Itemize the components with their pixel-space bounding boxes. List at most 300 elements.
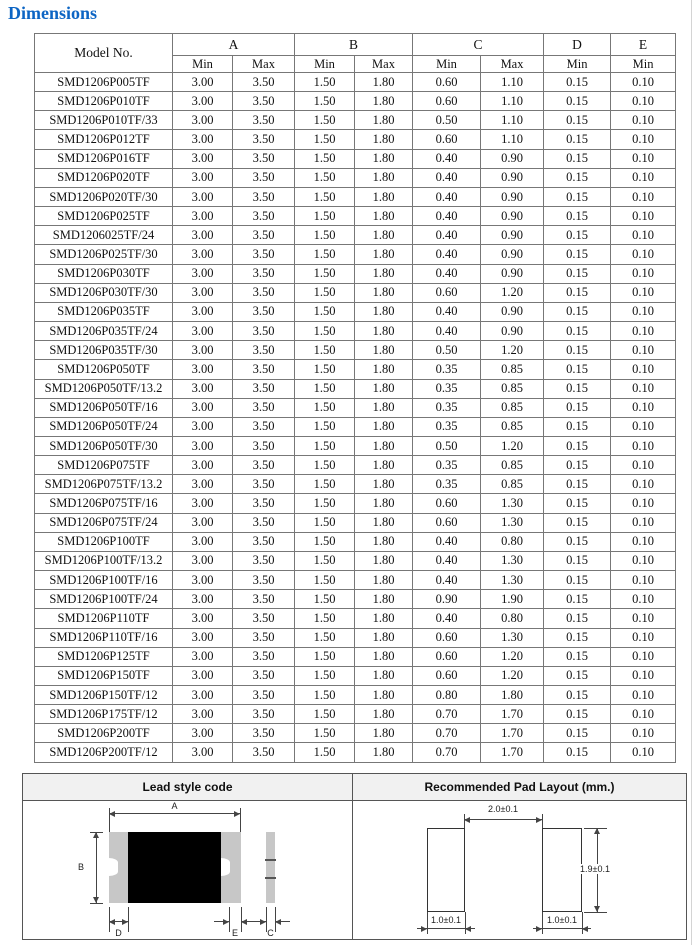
extension-line — [90, 832, 103, 833]
model-cell: SMD1206P025TF/30 — [35, 245, 173, 264]
table-row — [35, 532, 676, 551]
model-cell: SMD1206P030TF — [35, 264, 173, 283]
value-cell: 1.90 — [481, 590, 544, 609]
table-row — [35, 590, 676, 609]
header-d-min: Min — [544, 56, 611, 73]
model-cell: SMD1206P075TF/16 — [35, 494, 173, 513]
model-cell: SMD1206P050TF — [35, 360, 173, 379]
value-cell: 1.50 — [295, 494, 355, 513]
value-cell: 0.15 — [544, 590, 611, 609]
value-cell: 1.80 — [355, 724, 413, 743]
value-cell: 0.10 — [611, 724, 676, 743]
table-row — [35, 417, 676, 436]
value-cell: 0.15 — [544, 149, 611, 168]
dim-label-e: E — [231, 928, 238, 938]
dimensions-table — [34, 33, 676, 763]
value-cell: 0.15 — [544, 743, 611, 763]
value-cell: 3.00 — [173, 590, 233, 609]
value-cell: 1.80 — [355, 302, 413, 321]
value-cell: 1.80 — [355, 207, 413, 226]
value-cell: 0.15 — [544, 609, 611, 628]
table-row — [35, 111, 676, 130]
header-c-max: Max — [481, 56, 544, 73]
value-cell: 1.50 — [295, 360, 355, 379]
table-row — [35, 551, 676, 570]
value-cell: 3.00 — [173, 436, 233, 455]
value-cell: 0.10 — [611, 417, 676, 436]
value-cell: 3.00 — [173, 226, 233, 245]
value-cell: 3.00 — [173, 724, 233, 743]
page-title: Dimensions — [8, 3, 98, 23]
model-cell: SMD1206P035TF/30 — [35, 341, 173, 360]
value-cell: 0.40 — [413, 571, 481, 590]
value-cell: 0.90 — [481, 226, 544, 245]
value-cell: 1.80 — [355, 686, 413, 705]
model-cell: SMD1206P150TF — [35, 666, 173, 685]
table-row — [35, 705, 676, 724]
value-cell: 1.70 — [481, 724, 544, 743]
value-cell: 3.00 — [173, 686, 233, 705]
extension-line — [109, 808, 110, 832]
value-cell: 0.10 — [611, 226, 676, 245]
value-cell: 0.10 — [611, 571, 676, 590]
value-cell: 3.50 — [233, 73, 295, 92]
value-cell: 3.00 — [173, 92, 233, 111]
model-cell: SMD1206P030TF/30 — [35, 283, 173, 302]
value-cell: 3.00 — [173, 571, 233, 590]
value-cell: 0.10 — [611, 666, 676, 685]
value-cell: 1.80 — [355, 379, 413, 398]
value-cell: 0.15 — [544, 571, 611, 590]
header-a-min: Min — [173, 56, 233, 73]
header-b-min: Min — [295, 56, 355, 73]
value-cell: 0.15 — [544, 226, 611, 245]
value-cell: 3.50 — [233, 245, 295, 264]
value-cell: 3.50 — [233, 264, 295, 283]
model-cell: SMD1206P035TF — [35, 302, 173, 321]
dim-label-d: D — [115, 928, 122, 938]
value-cell: 0.40 — [413, 207, 481, 226]
value-cell: 0.10 — [611, 609, 676, 628]
value-cell: 3.00 — [173, 111, 233, 130]
value-cell: 1.50 — [295, 226, 355, 245]
value-cell: 3.50 — [233, 436, 295, 455]
pad-layout-panel — [352, 773, 687, 940]
value-cell: 1.30 — [481, 571, 544, 590]
value-cell: 3.00 — [173, 666, 233, 685]
value-cell: 0.10 — [611, 73, 676, 92]
value-cell: 1.80 — [355, 283, 413, 302]
value-cell: 0.15 — [544, 73, 611, 92]
header-col-b: B — [295, 34, 413, 56]
model-cell: SMD1206P100TF — [35, 532, 173, 551]
value-cell: 0.60 — [413, 92, 481, 111]
model-cell: SMD1206P010TF — [35, 92, 173, 111]
value-cell: 1.50 — [295, 532, 355, 551]
value-cell: 1.80 — [355, 149, 413, 168]
model-cell: SMD1206P100TF/16 — [35, 571, 173, 590]
header-c-min: Min — [413, 56, 481, 73]
table-row — [35, 226, 676, 245]
arrowhead — [241, 919, 247, 925]
value-cell: 0.10 — [611, 245, 676, 264]
value-cell: 0.40 — [413, 551, 481, 570]
value-cell: 0.40 — [413, 532, 481, 551]
value-cell: 1.50 — [295, 743, 355, 763]
model-cell: SMD1206P020TF — [35, 168, 173, 187]
value-cell: 1.80 — [355, 551, 413, 570]
value-cell: 1.80 — [355, 360, 413, 379]
table-row — [35, 207, 676, 226]
value-cell: 1.50 — [295, 609, 355, 628]
value-cell: 0.10 — [611, 705, 676, 724]
value-cell: 3.50 — [233, 417, 295, 436]
value-cell: 1.50 — [295, 187, 355, 206]
value-cell: 1.50 — [295, 456, 355, 475]
dim-label-a: A — [171, 801, 178, 811]
value-cell: 1.80 — [355, 705, 413, 724]
lead-style-panel — [22, 773, 353, 940]
value-cell: 1.80 — [355, 398, 413, 417]
value-cell: 1.50 — [295, 705, 355, 724]
value-cell: 0.15 — [544, 245, 611, 264]
table-row — [35, 149, 676, 168]
value-cell: 0.15 — [544, 647, 611, 666]
value-cell: 0.85 — [481, 475, 544, 494]
value-cell: 1.50 — [295, 475, 355, 494]
value-cell: 1.80 — [355, 571, 413, 590]
value-cell: 1.80 — [355, 513, 413, 532]
model-cell: SMD1206P016TF — [35, 149, 173, 168]
table-row — [35, 398, 676, 417]
value-cell: 0.90 — [481, 187, 544, 206]
value-cell: 3.00 — [173, 207, 233, 226]
arrowhead — [223, 919, 229, 925]
value-cell: 0.15 — [544, 456, 611, 475]
value-cell: 0.15 — [544, 360, 611, 379]
table-row — [35, 187, 676, 206]
value-cell: 1.10 — [481, 111, 544, 130]
pad-right — [542, 828, 582, 912]
value-cell: 0.15 — [544, 436, 611, 455]
value-cell: 3.50 — [233, 456, 295, 475]
value-cell: 0.90 — [481, 245, 544, 264]
table-row — [35, 686, 676, 705]
chip-body — [128, 832, 221, 903]
value-cell: 0.50 — [413, 111, 481, 130]
value-cell: 0.90 — [481, 149, 544, 168]
value-cell: 0.10 — [611, 475, 676, 494]
value-cell: 3.50 — [233, 705, 295, 724]
value-cell: 0.90 — [413, 590, 481, 609]
value-cell: 0.60 — [413, 73, 481, 92]
value-cell: 1.50 — [295, 724, 355, 743]
table-row — [35, 168, 676, 187]
value-cell: 3.00 — [173, 456, 233, 475]
extension-line — [240, 808, 241, 832]
arrowhead — [594, 828, 600, 834]
value-cell: 0.15 — [544, 551, 611, 570]
value-cell: 1.50 — [295, 417, 355, 436]
arrowhead — [275, 919, 281, 925]
table-row — [35, 436, 676, 455]
model-cell: SMD1206P075TF — [35, 456, 173, 475]
value-cell: 3.00 — [173, 73, 233, 92]
header-col-d: D — [544, 34, 611, 56]
header-col-a: A — [173, 34, 295, 56]
value-cell: 1.50 — [295, 666, 355, 685]
value-cell: 1.50 — [295, 264, 355, 283]
value-cell: 0.80 — [413, 686, 481, 705]
model-cell: SMD1206P075TF/24 — [35, 513, 173, 532]
header-a-max: Max — [233, 56, 295, 73]
value-cell: 3.50 — [233, 743, 295, 763]
value-cell: 3.50 — [233, 513, 295, 532]
diagram-section — [22, 773, 687, 940]
value-cell: 0.35 — [413, 398, 481, 417]
table-row — [35, 628, 676, 647]
value-cell: 1.20 — [481, 283, 544, 302]
extension-line — [128, 907, 129, 932]
model-cell: SMD1206P175TF/12 — [35, 705, 173, 724]
table-row — [35, 245, 676, 264]
value-cell: 0.40 — [413, 609, 481, 628]
value-cell: 3.50 — [233, 609, 295, 628]
value-cell: 3.00 — [173, 149, 233, 168]
table-row — [35, 743, 676, 763]
value-cell: 3.50 — [233, 724, 295, 743]
value-cell: 0.15 — [544, 475, 611, 494]
value-cell: 0.40 — [413, 149, 481, 168]
value-cell: 1.80 — [355, 494, 413, 513]
pad-width-label-left: 1.0±0.1 — [431, 915, 461, 925]
value-cell: 1.50 — [295, 628, 355, 647]
value-cell: 0.80 — [481, 532, 544, 551]
table-row — [35, 609, 676, 628]
header-b-max: Max — [355, 56, 413, 73]
value-cell: 0.60 — [413, 666, 481, 685]
table-row — [35, 283, 676, 302]
table-row — [35, 571, 676, 590]
table-row — [35, 513, 676, 532]
arrowhead — [122, 919, 128, 925]
value-cell: 3.50 — [233, 168, 295, 187]
value-cell: 0.10 — [611, 130, 676, 149]
arrowhead — [421, 926, 427, 932]
value-cell: 1.80 — [355, 322, 413, 341]
side-view-line — [265, 877, 276, 879]
model-cell: SMD1206P050TF/24 — [35, 417, 173, 436]
value-cell: 0.15 — [544, 341, 611, 360]
arrowhead — [260, 919, 266, 925]
dim-line-b — [96, 832, 97, 903]
model-cell: SMD1206P010TF/33 — [35, 111, 173, 130]
value-cell: 3.00 — [173, 398, 233, 417]
value-cell: 0.10 — [611, 207, 676, 226]
lead-style-diagram — [23, 801, 352, 939]
value-cell: 3.50 — [233, 130, 295, 149]
pad-layout-title: Recommended Pad Layout (mm.) — [353, 774, 686, 801]
value-cell: 0.60 — [413, 628, 481, 647]
value-cell: 1.50 — [295, 379, 355, 398]
value-cell: 1.50 — [295, 149, 355, 168]
value-cell: 0.10 — [611, 686, 676, 705]
value-cell: 0.70 — [413, 705, 481, 724]
value-cell: 1.50 — [295, 513, 355, 532]
value-cell: 0.90 — [481, 207, 544, 226]
value-cell: 1.50 — [295, 341, 355, 360]
value-cell: 1.80 — [355, 647, 413, 666]
value-cell: 0.10 — [611, 398, 676, 417]
value-cell: 1.80 — [481, 686, 544, 705]
value-cell: 1.50 — [295, 551, 355, 570]
value-cell: 3.00 — [173, 264, 233, 283]
value-cell: 0.80 — [481, 609, 544, 628]
value-cell: 0.10 — [611, 532, 676, 551]
dim-line-a — [109, 813, 240, 814]
value-cell: 3.00 — [173, 322, 233, 341]
value-cell: 1.80 — [355, 417, 413, 436]
value-cell: 3.00 — [173, 705, 233, 724]
value-cell: 0.15 — [544, 666, 611, 685]
table-row — [35, 302, 676, 321]
value-cell: 3.50 — [233, 207, 295, 226]
value-cell: 0.90 — [481, 322, 544, 341]
value-cell: 0.15 — [544, 302, 611, 321]
value-cell: 0.10 — [611, 743, 676, 763]
model-cell: SMD1206P050TF/13.2 — [35, 379, 173, 398]
table-row — [35, 73, 676, 92]
value-cell: 3.00 — [173, 379, 233, 398]
value-cell: 0.10 — [611, 628, 676, 647]
pad-gap-label: 2.0±0.1 — [488, 804, 518, 814]
value-cell: 1.80 — [355, 111, 413, 130]
dim-label-c: C — [267, 928, 274, 938]
value-cell: 1.50 — [295, 322, 355, 341]
model-cell: SMD1206P100TF/24 — [35, 590, 173, 609]
value-cell: 3.50 — [233, 111, 295, 130]
header-model-no: Model No. — [35, 34, 173, 73]
value-cell: 0.15 — [544, 168, 611, 187]
value-cell: 0.85 — [481, 379, 544, 398]
extension-line — [90, 903, 103, 904]
value-cell: 1.80 — [355, 264, 413, 283]
value-cell: 3.50 — [233, 398, 295, 417]
value-cell: 0.90 — [481, 302, 544, 321]
value-cell: 1.80 — [355, 130, 413, 149]
value-cell: 1.80 — [355, 226, 413, 245]
value-cell: 1.50 — [295, 111, 355, 130]
value-cell: 1.80 — [355, 456, 413, 475]
value-cell: 0.10 — [611, 456, 676, 475]
table-body — [35, 73, 676, 763]
value-cell: 1.10 — [481, 130, 544, 149]
value-cell: 1.80 — [355, 341, 413, 360]
value-cell: 3.50 — [233, 647, 295, 666]
header-col-e: E — [611, 34, 676, 56]
value-cell: 1.50 — [295, 92, 355, 111]
value-cell: 0.15 — [544, 379, 611, 398]
value-cell: 1.50 — [295, 590, 355, 609]
value-cell: 0.40 — [413, 322, 481, 341]
header-e-min: Min — [611, 56, 676, 73]
value-cell: 3.00 — [173, 532, 233, 551]
pad-left — [427, 828, 465, 912]
value-cell: 3.50 — [233, 532, 295, 551]
value-cell: 3.00 — [173, 245, 233, 264]
value-cell: 1.20 — [481, 647, 544, 666]
value-cell: 0.15 — [544, 724, 611, 743]
value-cell: 3.00 — [173, 551, 233, 570]
value-cell: 3.50 — [233, 551, 295, 570]
value-cell: 0.40 — [413, 168, 481, 187]
value-cell: 0.15 — [544, 513, 611, 532]
model-cell: SMD1206P050TF/30 — [35, 436, 173, 455]
value-cell: 0.85 — [481, 456, 544, 475]
value-cell: 1.70 — [481, 743, 544, 763]
value-cell: 3.50 — [233, 360, 295, 379]
value-cell: 3.00 — [173, 494, 233, 513]
value-cell: 1.80 — [355, 73, 413, 92]
value-cell: 1.20 — [481, 436, 544, 455]
value-cell: 0.10 — [611, 168, 676, 187]
model-cell: SMD1206P075TF/13.2 — [35, 475, 173, 494]
value-cell: 0.35 — [413, 360, 481, 379]
value-cell: 1.50 — [295, 302, 355, 321]
value-cell: 3.00 — [173, 302, 233, 321]
value-cell: 0.60 — [413, 513, 481, 532]
arrowhead — [536, 926, 542, 932]
value-cell: 1.50 — [295, 436, 355, 455]
value-cell: 1.50 — [295, 207, 355, 226]
value-cell: 3.50 — [233, 628, 295, 647]
model-cell: SMD1206P012TF — [35, 130, 173, 149]
model-cell: SMD1206P110TF — [35, 609, 173, 628]
value-cell: 1.20 — [481, 341, 544, 360]
value-cell: 1.50 — [295, 647, 355, 666]
model-cell: SMD1206P020TF/30 — [35, 187, 173, 206]
value-cell: 1.80 — [355, 436, 413, 455]
extension-line — [584, 912, 607, 913]
value-cell: 1.80 — [355, 743, 413, 763]
value-cell: 0.70 — [413, 743, 481, 763]
value-cell: 1.50 — [295, 571, 355, 590]
value-cell: 3.00 — [173, 609, 233, 628]
table-row — [35, 341, 676, 360]
value-cell: 1.80 — [355, 475, 413, 494]
header-col-c: C — [413, 34, 544, 56]
value-cell: 0.10 — [611, 551, 676, 570]
value-cell: 3.00 — [173, 360, 233, 379]
table-row — [35, 666, 676, 685]
value-cell: 0.85 — [481, 360, 544, 379]
value-cell: 1.80 — [355, 666, 413, 685]
value-cell: 1.50 — [295, 130, 355, 149]
model-cell: SMD1206P025TF — [35, 207, 173, 226]
value-cell: 0.10 — [611, 494, 676, 513]
value-cell: 3.00 — [173, 417, 233, 436]
value-cell: 1.50 — [295, 245, 355, 264]
value-cell: 3.50 — [233, 379, 295, 398]
arrowhead — [109, 919, 115, 925]
value-cell: 3.50 — [233, 571, 295, 590]
table-row — [35, 92, 676, 111]
value-cell: 3.00 — [173, 628, 233, 647]
value-cell: 0.90 — [481, 264, 544, 283]
model-cell: SMD1206P200TF/12 — [35, 743, 173, 763]
value-cell: 3.50 — [233, 149, 295, 168]
value-cell: 3.50 — [233, 475, 295, 494]
